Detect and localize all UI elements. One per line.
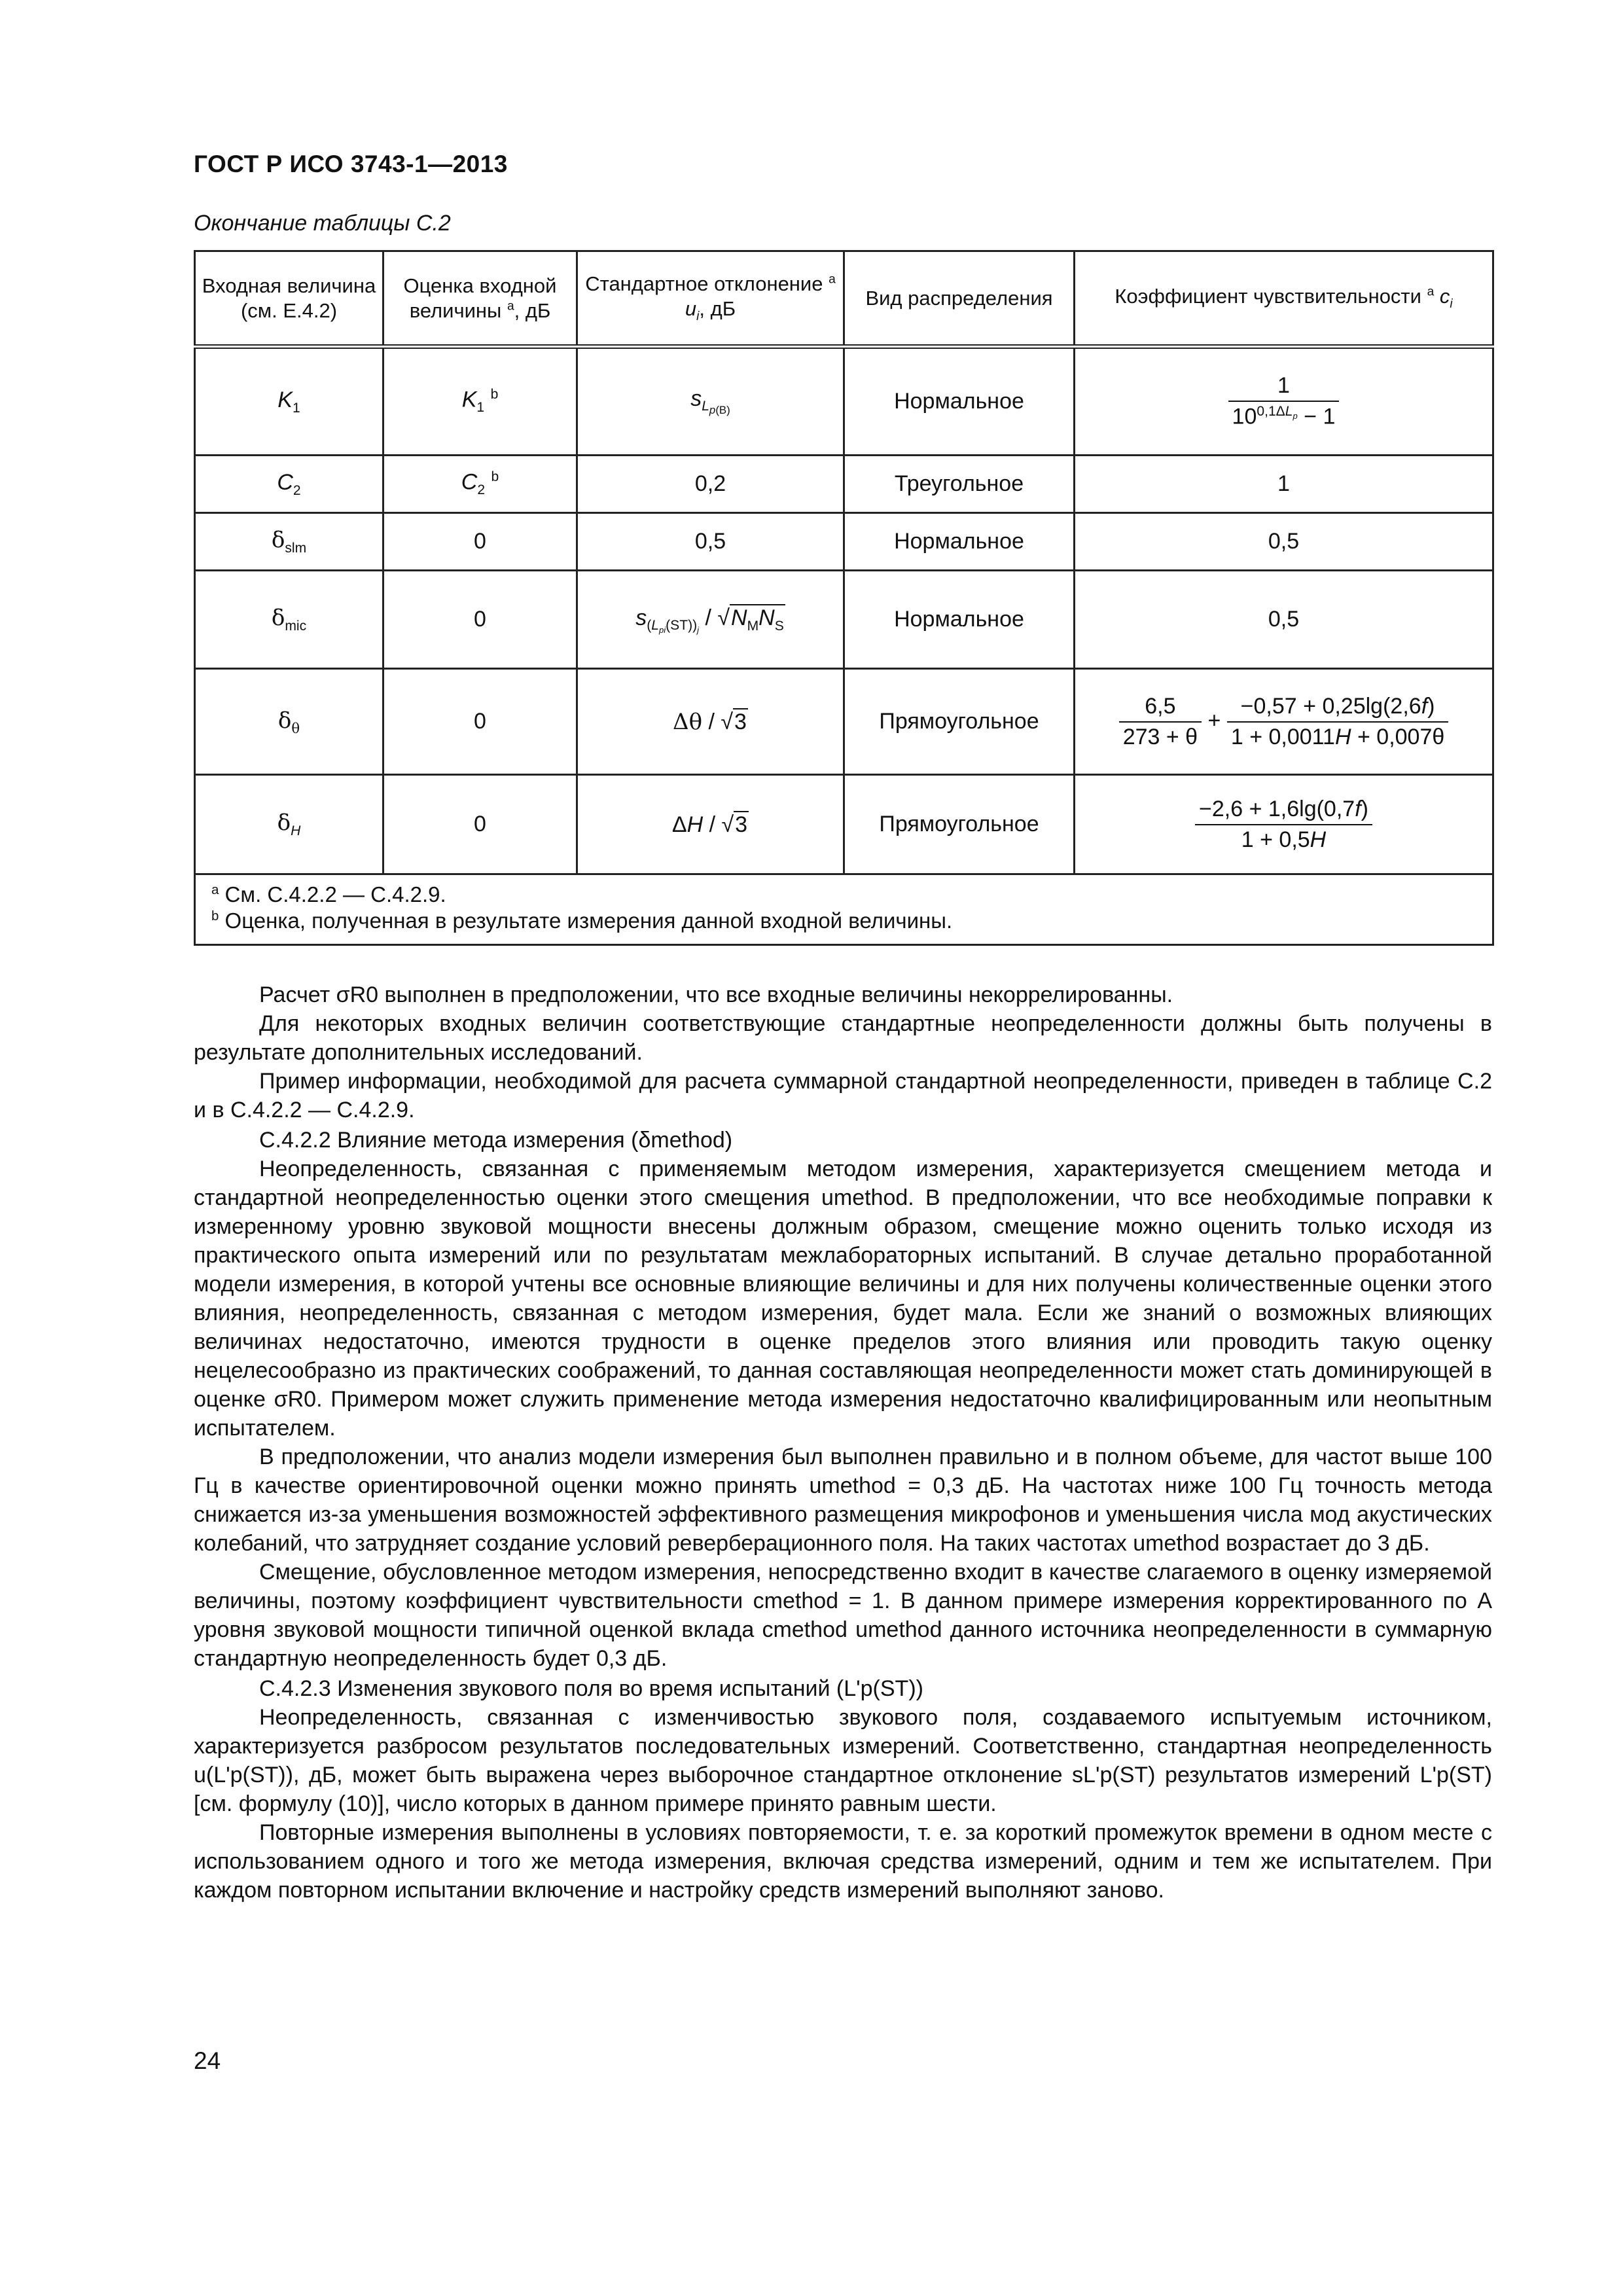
section-heading-c422: С.4.2.2 Влияние метода измерения (δmethod) [259, 1128, 733, 1153]
cell-estimate-dslm: 0 [383, 513, 577, 571]
header-input-estimate: Оценка входной величины $^a$, дБ [383, 251, 577, 347]
cell-sd-dmic: $s_{(L_{pi}(ST))_j} / √N_MN_S$ [577, 571, 844, 669]
header-standard-deviation: Стандартное отклонение $^a$ $u_i$, дБ [577, 251, 844, 347]
paragraph-6: Смещение, обусловленное методом измерения, непосредственно входит в качестве слагаемого в оценку измеряемой величины, поэтому коэффициент чувствительности cmethod = 1. В данном примере измерения корректированного по А уровня звуковой мощности типичной оценкой вклада cmethod umethod данного источника неопределенности в суммарную стандартную неопределенность будет 0,3 дБ. [194, 1560, 1492, 1671]
table-caption: Окончание таблицы С.2 [194, 211, 451, 236]
cell-input-c2: $C_2$ [195, 456, 383, 513]
cell-sd-dh: ΔH / √3 [577, 775, 844, 874]
table-header-row [195, 251, 1493, 347]
cell-input-dtheta: $\delta_\theta$ [195, 669, 383, 775]
cell-coef-dtheta: $\frac{6,5}{273 + \theta}$ + $\frac{-0,57 + 0,25\lg(2,6f)}{1 + 0,0011H + 0,007\theta}$ [1075, 669, 1493, 775]
cell-sd-dslm: 0,5 [577, 513, 844, 571]
table-row [195, 669, 1493, 775]
document-header: ГОСТ Р ИСО 3743-1—2013 [194, 151, 508, 177]
cell-distribution-dh: Прямоугольное [844, 775, 1075, 874]
header-distribution: Вид распределения [844, 251, 1075, 347]
table-row [195, 775, 1493, 874]
paragraph-2: Для некоторых входных величин соответствующие стандартные неопределенности должны быть получены в результате дополнительных исследований. [194, 1011, 1492, 1065]
cell-coef-dslm: 0,5 [1075, 513, 1493, 571]
cell-coef-k1: $\frac{1}{10^{0,1\Delta L_p} - 1}$ [1075, 347, 1493, 456]
cell-distribution-dtheta: Прямоугольное [844, 669, 1075, 775]
cell-estimate-dtheta: 0 [383, 669, 577, 775]
cell-distribution-dslm: Нормальное [844, 513, 1075, 571]
cell-sd-c2: 0,2 [577, 456, 844, 513]
cell-sd-dtheta: Δθ / √3 [577, 669, 844, 775]
cell-distribution-k1: Нормальное [844, 347, 1075, 456]
cell-input-dslm: $\delta_{slm}$ [195, 513, 383, 571]
cell-input-dmic: $\delta_{mic}$ [195, 571, 383, 669]
cell-input-k1: $K_1$ [195, 347, 383, 456]
table-row [195, 571, 1493, 669]
body-text [194, 980, 1492, 1905]
uncertainty-table [194, 250, 1494, 946]
header-input-quantity: Входная величина (см. Е.4.2) [195, 251, 383, 347]
paragraph-5: В предположении, что анализ модели измерения был выполнен правильно и в полном объеме, для частот выше 100 Гц в качестве ориентировочной оценки можно принять umethod = 0,3 дБ. На частотах ниже 100 Гц точность метода снижается из-за уменьшения возможностей эффективного размещения микрофонов и уменьшения числа мод акустических колебаний, что затрудняет создание условий реверберационного поля. На таких частотах umethod возрастает до 3 дБ. [194, 1444, 1492, 1556]
table-note-b: $^b$ Оценка, полученная в результате измерения данной входной величины. [211, 908, 953, 933]
cell-estimate-k1: $K_1$ $^b$ [383, 347, 577, 456]
table-row [195, 513, 1493, 571]
table-notes-row [195, 874, 1493, 945]
table-row [195, 347, 1493, 456]
paragraph-4: Неопределенность, связанная с применяемым методом измерения, характеризуется смещением метода и стандартной неопределенностью оценки этого смещения umethod. В предположении, что все необходимые поправки к измеренному уровню звуковой мощности внесены должным образом, смещение можно оценить только исходя из практического опыта измерений или по результатам межлабораторных испытаний. В случае детально проработанной модели измерения, в которой учтены все основные влияющие величины и для них получены количественные оценки этого влияния, неопределенность, связанная с методом измерения, будет мала. Если же знаний о возможных влияющих величинах недостаточно, имеются трудности в оценке пределов этого влияния или проводить такую оценку нецелесообразно из практических соображений, то данная составляющая неопределенности может стать доминирующей в оценке σR0. Примером может служить применение метода измерения недостаточно квалифицированным или неопытным испытателем. [194, 1157, 1492, 1441]
table-row [195, 456, 1493, 513]
section-heading-c423: С.4.2.3 Изменения звукового поля во время испытаний (L'p(ST)) [259, 1676, 923, 1701]
paragraph-3: Пример информации, необходимой для расчета суммарной стандартной неопределенности, приведен в таблице С.2 и в С.4.2.2 — С.4.2.9. [194, 1069, 1492, 1122]
cell-distribution-c2: Треугольное [844, 456, 1075, 513]
table-notes [195, 874, 1493, 945]
header-sensitivity-coefficient: Коэффициент чувствительности $^a$ $c_i$ [1075, 251, 1493, 347]
cell-estimate-c2: $C_2$ $^b$ [383, 456, 577, 513]
cell-distribution-dmic: Нормальное [844, 571, 1075, 669]
paragraph-1: Расчет σR0 выполнен в предположении, что все входные величины некоррелированны. [259, 982, 1173, 1007]
cell-estimate-dh: 0 [383, 775, 577, 874]
cell-coef-dmic: 0,5 [1075, 571, 1493, 669]
paragraph-8: Повторные измерения выполнены в условиях повторяемости, т. е. за короткий промежуток времени в одном месте с использованием одного и того же метода измерения, включая средства измерений, одним и тем же испытателем. При каждом повторном испытании включение и настройку средств измерений выполняют заново. [194, 1820, 1492, 1903]
cell-input-dh: $\delta_H$ [195, 775, 383, 874]
cell-coef-c2: 1 [1075, 456, 1493, 513]
cell-estimate-dmic: 0 [383, 571, 577, 669]
table-note-a: $^a$ См. С.4.2.2 — С.4.2.9. [211, 882, 446, 906]
cell-sd-k1: $s_{L_{p(B)}}$ [577, 347, 844, 456]
paragraph-7: Неопределенность, связанная с изменчивостью звукового поля, создаваемого испытуемым источником, характеризуется разбросом результатов последовательных измерений. Соответственно, стандартная неопределенность u(L'p(ST)), дБ, может быть выражена через выборочное стандартное отклонение sL'p(ST) результатов измерений L'p(ST) [см. формулу (10)], число которых в данном примере принято равным шести. [194, 1705, 1492, 1816]
cell-coef-dh: $\frac{-2,6 + 1,6\lg(0,7f)}{1 + 0,5H}$ [1075, 775, 1493, 874]
page-number: 24 [194, 2047, 221, 2074]
